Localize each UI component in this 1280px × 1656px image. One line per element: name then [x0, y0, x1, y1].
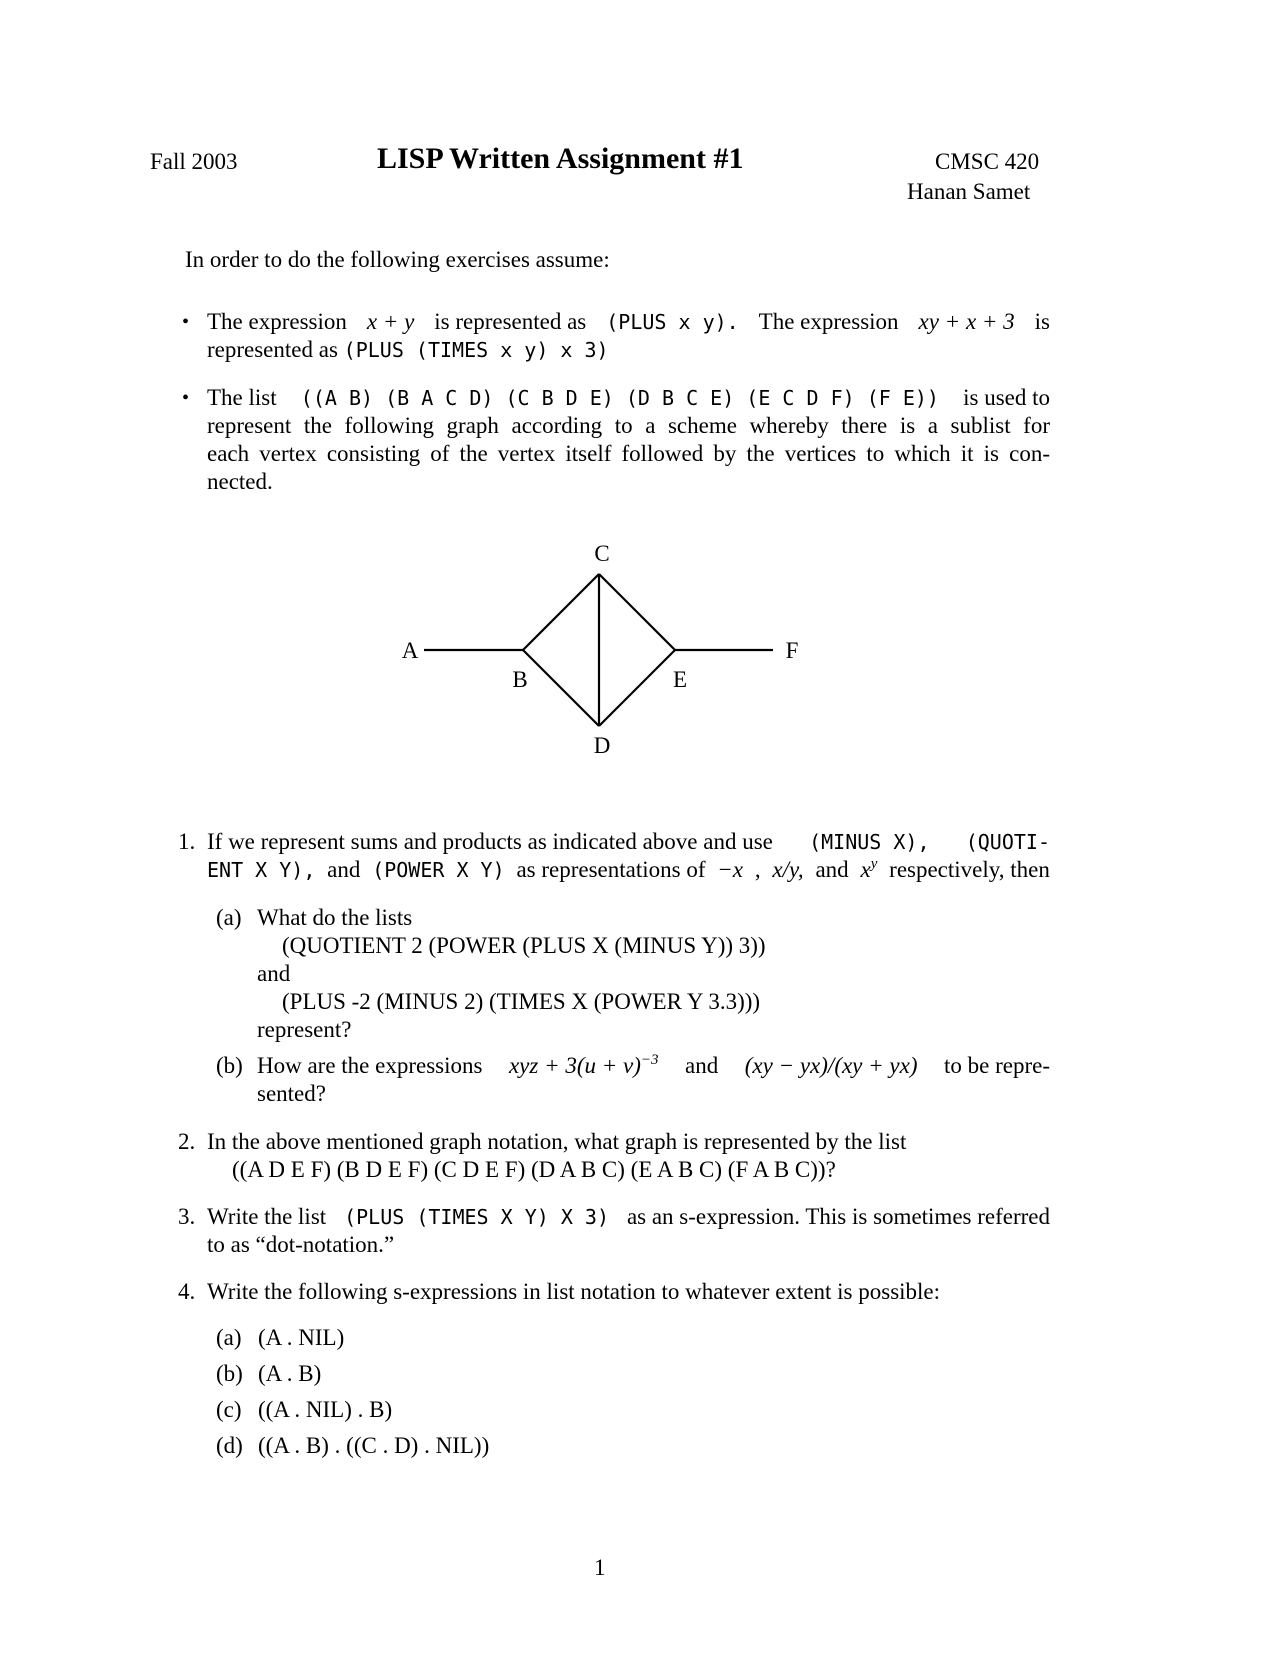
bullet-2-line-2: represent the following graph according to a scheme whereby there is a sublist for	[207, 413, 1050, 438]
bullet-dot: •	[182, 311, 190, 333]
question-4a-label: (a)	[216, 1325, 242, 1350]
edge-b-d	[523, 650, 599, 726]
question-1a-and: and	[257, 961, 291, 986]
question-4-line-1: Write the following s-expressions in list notation to whatever extent is possible:	[207, 1279, 941, 1304]
question-2-line-1: In the above mentioned graph notation, what graph is represented by the list	[207, 1129, 907, 1154]
question-4a-code: (A . NIL)	[258, 1325, 345, 1350]
bullet-1-line-2: represented as (PLUS (TIMES x y) x 3)	[207, 337, 609, 362]
question-1a-label: (a)	[216, 905, 242, 930]
question-1b-label: (b)	[216, 1053, 243, 1078]
vertex-label-a: A	[401, 638, 419, 663]
question-4c-code: ((A . NIL) . B)	[258, 1397, 393, 1422]
header-course: CMSC 420	[935, 149, 1040, 174]
graph-diagram	[380, 530, 820, 770]
question-3-number: 3.	[178, 1204, 196, 1229]
question-1-number: 1.	[178, 829, 196, 854]
question-4-number: 4.	[178, 1279, 196, 1304]
page-number: 1	[594, 1555, 606, 1580]
bullet-dot: •	[182, 387, 190, 409]
question-4c-label: (c)	[216, 1397, 242, 1422]
question-1b-line-1: How are the expressions xyz + $3(u + v)^{-3}$ and (xy − yx)/(xy + yx) to be repre-	[257, 1052, 1050, 1078]
vertex-label-c: C	[594, 541, 610, 566]
question-3-line-2: to as “dot-notation.”	[207, 1232, 395, 1257]
bullet-1-line-1: The expression x + y is represented as (PLUS x y). The expression xy + x + 3 is	[207, 309, 1050, 334]
edge-c-e	[599, 574, 675, 650]
question-1a-text: What do the lists	[257, 905, 413, 930]
question-1b-line-2: sented?	[257, 1081, 326, 1106]
question-4d-label: (d)	[216, 1433, 243, 1458]
question-2-code: ((A D E F) (B D E F) (C D E F) (D A B C) (E A B C) (F A B C))?	[232, 1157, 836, 1182]
page-title: LISP Written Assignment #1	[377, 142, 744, 175]
question-1-line-1: If we represent sums and products as indicated above and use (MINUS X), (QUOTI-	[207, 829, 1050, 854]
edge-d-e	[599, 650, 675, 726]
question-1a-code-2: (PLUS -2 (MINUS 2) (TIMES X (POWER Y 3.3)))	[282, 989, 761, 1014]
question-1-line-2: ENT X Y), and (POWER X Y) as representations of −x , x/y, and $x^y$ respectively, then	[207, 856, 1050, 882]
vertex-label-b: B	[512, 667, 528, 692]
question-2-number: 2.	[178, 1129, 196, 1154]
intro-text: In order to do the following exercises assume:	[185, 247, 610, 272]
vertex-label-e: E	[672, 667, 688, 692]
question-4b-label: (b)	[216, 1361, 243, 1386]
question-1a-code-1: (QUOTIENT 2 (POWER (PLUS X (MINUS Y)) 3))	[282, 933, 766, 958]
bullet-2-line-1: The list ((A B) (B A C D) (C B D E) (D B C E) (E C D F) (F E)) is used to	[207, 385, 1050, 410]
edge-b-c	[523, 574, 599, 650]
question-3-line-1: Write the list (PLUS (TIMES X Y) X 3) as an s-expression. This is sometimes referred	[207, 1204, 1050, 1229]
question-1a-end: represent?	[257, 1017, 352, 1042]
vertex-label-d: D	[593, 733, 611, 758]
header-term: Fall 2003	[150, 149, 238, 174]
question-4d-code: ((A . B) . ((C . D) . NIL))	[258, 1433, 490, 1458]
bullet-2-line-3: each vertex consisting of the vertex itself followed by the vertices to which it is con-	[207, 441, 1050, 466]
bullet-2-line-4: nected.	[207, 469, 273, 494]
vertex-label-f: F	[785, 638, 799, 663]
header-instructor: Hanan Samet	[907, 179, 1031, 204]
question-4b-code: (A . B)	[258, 1361, 322, 1386]
